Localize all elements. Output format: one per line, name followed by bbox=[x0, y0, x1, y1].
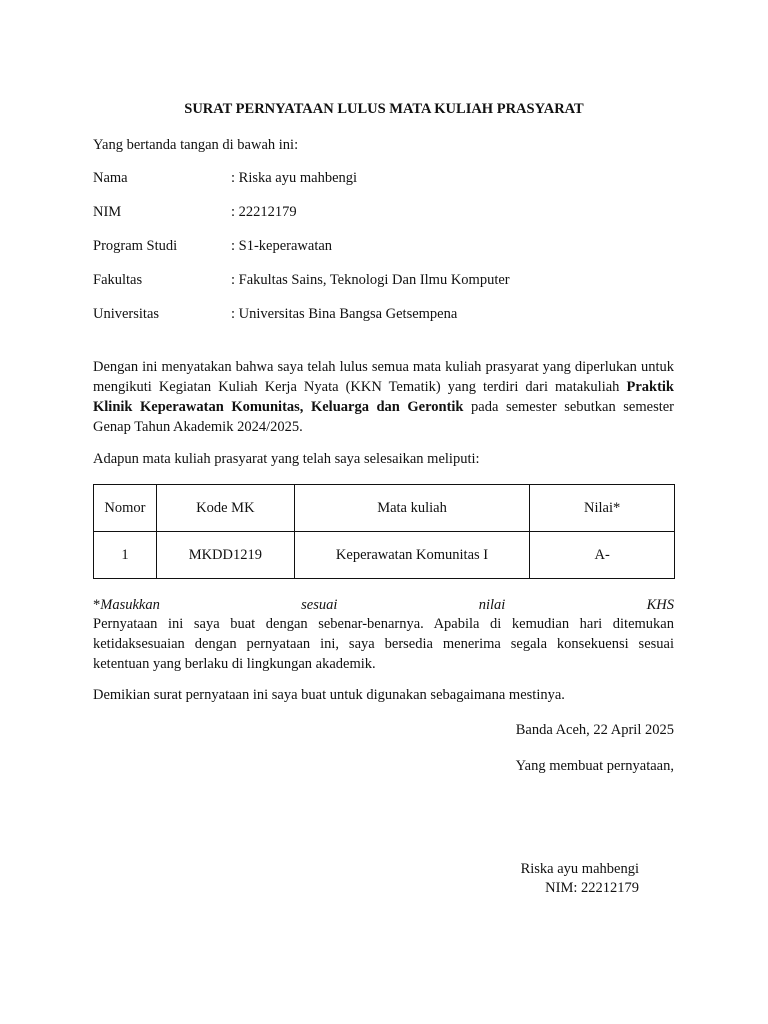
signer-label: Yang membuat pernyataan, bbox=[515, 758, 674, 774]
identity-label-nim: NIM bbox=[93, 204, 122, 220]
cell-mata-kuliah: Keperawatan Komunitas I bbox=[294, 532, 530, 579]
table-header-row bbox=[94, 485, 675, 532]
document-title: SURAT PERNYATAAN LULUS MATA KULIAH PRASYARAT bbox=[184, 101, 584, 117]
intro-text: Yang bertanda tangan di bawah ini: bbox=[93, 137, 299, 153]
table-row bbox=[94, 532, 675, 579]
course-table bbox=[93, 484, 675, 579]
statement-course-name: Praktik Klinik Keperawatan Komunitas, Keluarga dan Gerontik bbox=[93, 379, 674, 415]
statement-part1: Dengan ini menyatakan bahwa saya telah lulus semua mata kuliah prasyarat yang diperlukan untuk mengikuti Kegiatan Kuliah Kerja Nyata (KKN Tematik) yang terdiri dari matakuliah bbox=[93, 359, 674, 395]
closing-text: Demikian surat pernyataan ini saya buat untuk digunakan sebagaimana mestinya. bbox=[93, 687, 565, 703]
declaration-paragraph: Pernyataan ini saya buat dengan sebenar-benarnya. Apabila di kemudian hari ditemukan ketidaksesuaian dengan pernyataan ini, saya bersedia menerima segala konsekuensi sesuai ketentuan yang berlaku di lingkungan akademik. bbox=[93, 616, 674, 672]
place-date: Banda Aceh, 22 April 2025 bbox=[515, 722, 674, 738]
signer-nim: NIM: 22212179 bbox=[545, 880, 639, 896]
identity-label-fakultas: Fakultas bbox=[93, 272, 143, 288]
header-nilai: Nilai* bbox=[530, 485, 675, 532]
identity-label-nama: Nama bbox=[93, 170, 128, 186]
cell-nilai: A- bbox=[530, 532, 675, 579]
signer-name: Riska ayu mahbengi bbox=[520, 861, 639, 877]
statement-paragraph bbox=[93, 357, 674, 437]
statement-part2: pada semester sebutkan semester Genap Tahun Akademik 2024/2025. bbox=[93, 399, 674, 435]
note-asterisk: * bbox=[93, 597, 101, 613]
cell-nomor: 1 bbox=[94, 532, 157, 579]
table-intro: Adapun mata kuliah prasyarat yang telah saya selesaikan meliputi: bbox=[93, 451, 480, 467]
note-word-3: nilai bbox=[478, 597, 506, 613]
cell-kode-mk: MKDD1219 bbox=[156, 532, 294, 579]
identity-value-nim: : 22212179 bbox=[231, 204, 297, 220]
note-word-1: *Masukkan bbox=[93, 597, 160, 613]
identity-value-prodi: : S1-keperawatan bbox=[231, 238, 333, 254]
header-mata-kuliah: Mata kuliah bbox=[294, 485, 530, 532]
identity-value-nama: : Riska ayu mahbengi bbox=[231, 170, 358, 186]
note-word-2: sesuai bbox=[301, 597, 338, 613]
header-kode-mk: Kode MK bbox=[156, 485, 294, 532]
identity-value-universitas: : Universitas Bina Bangsa Getsempena bbox=[231, 306, 458, 322]
identity-value-fakultas: : Fakultas Sains, Teknologi Dan Ilmu Komputer bbox=[231, 272, 510, 288]
identity-label-universitas: Universitas bbox=[93, 306, 160, 322]
identity-label-prodi: Program Studi bbox=[93, 238, 178, 254]
header-nomor: Nomor bbox=[94, 485, 157, 532]
note-word-4: KHS bbox=[646, 597, 674, 613]
